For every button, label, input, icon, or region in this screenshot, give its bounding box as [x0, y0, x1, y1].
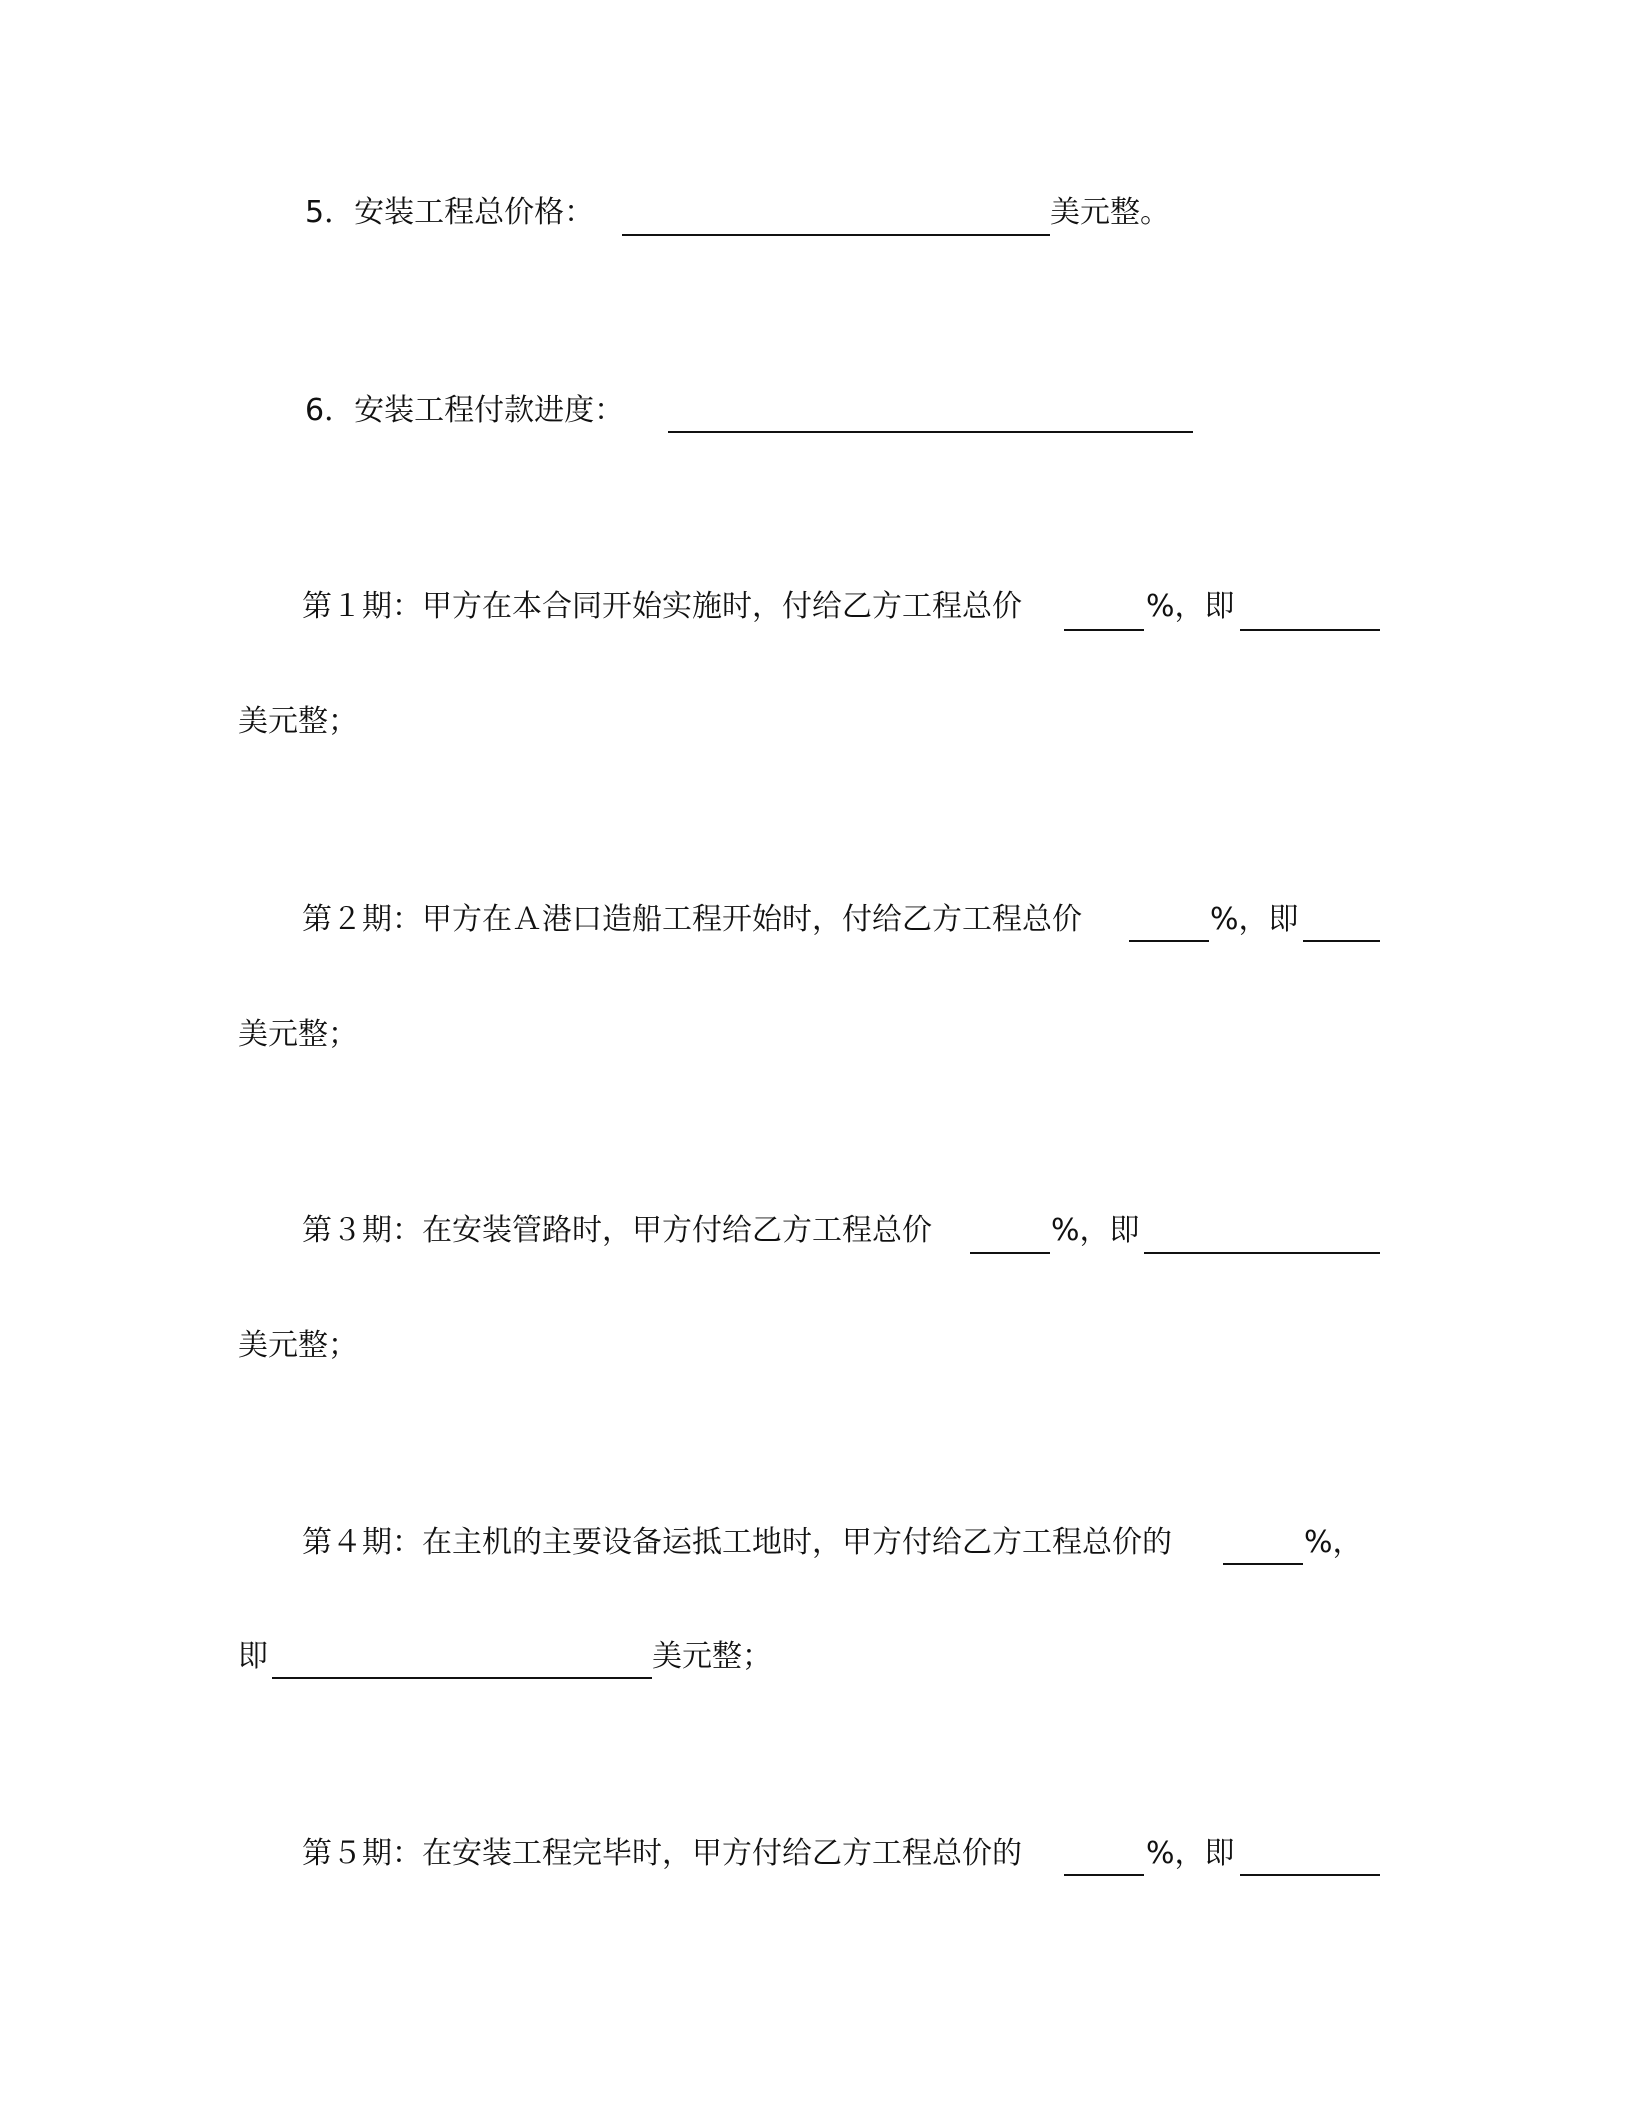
installment-3-percent-mark: %，即 [1051, 1213, 1140, 1248]
total-price-blank[interactable] [622, 234, 1050, 236]
installment-3-continuation: 美元整； [238, 1328, 358, 1363]
installment-4-text: 第４期：在主机的主要设备运抵工地时，甲方付给乙方工程总价的 [302, 1525, 1172, 1560]
installment-4-percent-mark: %， [1304, 1525, 1363, 1560]
installment-1-continuation: 美元整； [238, 704, 358, 739]
installment-2-percent-mark: %，即 [1210, 902, 1299, 937]
installment-4-amount-blank[interactable] [272, 1677, 652, 1679]
installment-3-text: 第３期：在安装管路时，甲方付给乙方工程总价 [302, 1213, 932, 1248]
installment-3-percent-blank[interactable] [970, 1252, 1050, 1254]
installment-5-amount-blank[interactable] [1240, 1874, 1380, 1876]
item5-label: 5．安装工程总价格： [305, 195, 595, 230]
installment-2-amount-blank[interactable] [1303, 940, 1380, 942]
installment-2-text: 第２期：甲方在Ａ港口造船工程开始时，付给乙方工程总价 [302, 902, 1082, 937]
installment-4-continuation-prefix: 即 [238, 1639, 268, 1674]
item5-suffix: 美元整。 [1050, 195, 1170, 230]
item6-label: 6．安装工程付款进度： [305, 393, 625, 428]
payment-schedule-blank[interactable] [668, 431, 1193, 433]
installment-5-text: 第５期：在安装工程完毕时，甲方付给乙方工程总价的 [302, 1836, 1022, 1871]
installment-3-amount-blank[interactable] [1144, 1252, 1380, 1254]
installment-1-percent-mark: %，即 [1146, 589, 1235, 624]
installment-5-percent-mark: %，即 [1146, 1836, 1235, 1871]
installment-1-percent-blank[interactable] [1064, 629, 1144, 631]
installment-4-continuation-suffix: 美元整； [652, 1639, 772, 1674]
installment-5-percent-blank[interactable] [1064, 1874, 1144, 1876]
installment-2-percent-blank[interactable] [1129, 940, 1209, 942]
installment-1-text: 第１期：甲方在本合同开始实施时，付给乙方工程总价 [302, 589, 1022, 624]
installment-4-percent-blank[interactable] [1223, 1563, 1303, 1565]
installment-2-continuation: 美元整； [238, 1017, 358, 1052]
installment-1-amount-blank[interactable] [1240, 629, 1380, 631]
